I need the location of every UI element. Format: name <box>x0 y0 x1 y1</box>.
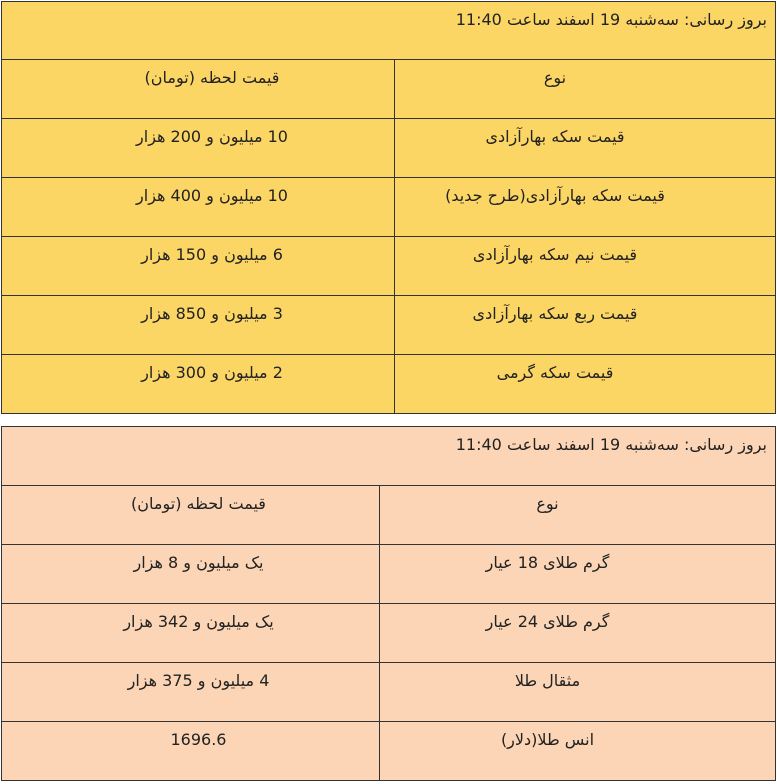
gold-type-cell: انس طلا(دلار) <box>380 722 776 781</box>
coin-type-cell: قیمت ربع سکه بهارآزادی <box>395 296 776 355</box>
coin-price-table <box>1 1 776 414</box>
gold-type-cell: مثقال طلا <box>380 663 776 722</box>
table-row <box>2 237 776 296</box>
coin-type-cell: قیمت سکه گرمی <box>395 355 776 414</box>
table-row <box>2 722 776 781</box>
coin-header-row <box>2 60 776 119</box>
gold-price-cell: یک میلیون و 342 هزار <box>2 604 380 663</box>
gold-update-note: بروز رسانی: سه‌شنبه 19 اسفند ساعت 11:40 <box>455 435 767 454</box>
coin-update-note-cell <box>2 2 776 60</box>
table-row <box>2 178 776 237</box>
table-row <box>2 355 776 414</box>
coin-col-price-header: قیمت لحظه (تومان) <box>2 60 395 119</box>
table-row <box>2 296 776 355</box>
coin-price-cell: 3 میلیون و 850 هزار <box>2 296 395 355</box>
coin-price-cell: 10 میلیون و 400 هزار <box>2 178 395 237</box>
coin-type-cell: قیمت سکه بهارآزادی(طرح جدید) <box>395 178 776 237</box>
gold-update-note-cell <box>2 427 776 486</box>
table-row <box>2 119 776 178</box>
gold-price-cell: یک میلیون و 8 هزار <box>2 545 380 604</box>
gold-header-row <box>2 486 776 545</box>
gold-price-cell: 1696.6 <box>2 722 380 781</box>
coin-type-cell: قیمت نیم سکه بهارآزادی <box>395 237 776 296</box>
gold-price-table <box>1 426 776 781</box>
coin-price-cell: 6 میلیون و 150 هزار <box>2 237 395 296</box>
table-row <box>2 663 776 722</box>
coin-price-cell: 10 میلیون و 200 هزار <box>2 119 395 178</box>
gold-price-cell: 4 میلیون و 375 هزار <box>2 663 380 722</box>
table-row <box>2 545 776 604</box>
coin-col-type-header: نوع <box>395 60 776 119</box>
coin-price-cell: 2 میلیون و 300 هزار <box>2 355 395 414</box>
gold-col-price-header: قیمت لحظه (تومان) <box>2 486 380 545</box>
coin-update-note: بروز رسانی: سه‌شنبه 19 اسفند ساعت 11:40 <box>455 10 767 29</box>
gold-col-type-header: نوع <box>380 486 776 545</box>
gold-type-cell: گرم طلای 24 عیار <box>380 604 776 663</box>
coin-type-cell: قیمت سکه بهارآزادی <box>395 119 776 178</box>
table-row <box>2 604 776 663</box>
gold-type-cell: گرم طلای 18 عیار <box>380 545 776 604</box>
